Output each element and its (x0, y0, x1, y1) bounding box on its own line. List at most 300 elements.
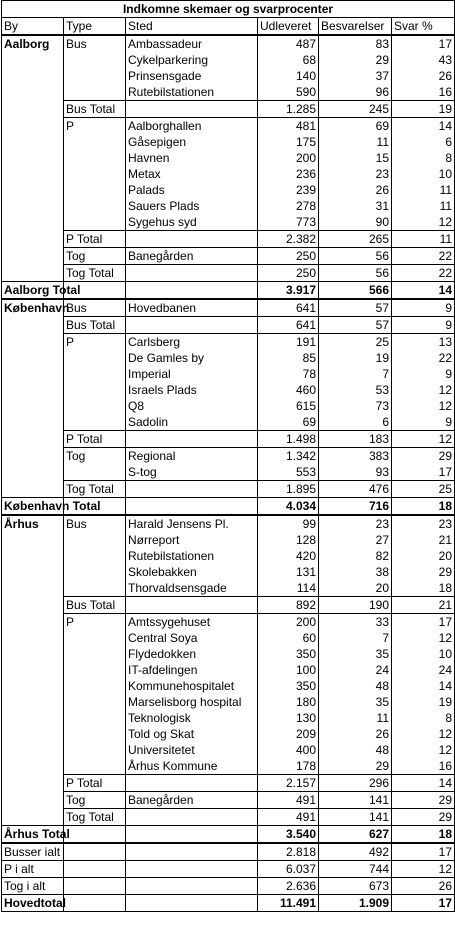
cell-udleveret: 2.636 (258, 878, 319, 895)
table-row (2, 843, 455, 861)
cell-besvarelser: 11 (319, 710, 392, 726)
cell-sted (126, 861, 258, 878)
cell-svar: 11 (392, 198, 455, 214)
cell-svar: 22 (392, 350, 455, 366)
cell-type (64, 52, 126, 68)
cell-besvarelser: 141 (319, 792, 392, 809)
table-row (2, 101, 455, 118)
cell-besvarelser: 716 (319, 498, 392, 516)
cell-svar: 43 (392, 52, 455, 68)
table-row (2, 532, 455, 548)
cell-besvarelser: 15 (319, 150, 392, 166)
cell-svar: 17 (392, 843, 455, 861)
table-row (2, 118, 455, 135)
cell-type: Bus Total (64, 317, 126, 334)
cell-by (2, 182, 64, 198)
table-row (2, 214, 455, 231)
cell-besvarelser: 245 (319, 101, 392, 118)
cell-type: Tog (64, 792, 126, 809)
cell-by (2, 265, 64, 282)
cell-udleveret: 1.285 (258, 101, 319, 118)
cell-udleveret: 615 (258, 398, 319, 414)
cell-udleveret: 1.895 (258, 481, 319, 498)
cell-sted (126, 878, 258, 895)
table-row (2, 580, 455, 597)
table-row (2, 35, 455, 52)
cell-sted: Carlsberg (126, 334, 258, 351)
table-row (2, 597, 455, 614)
cell-udleveret: 236 (258, 166, 319, 182)
cell-svar: 12 (392, 726, 455, 742)
cell-besvarelser: 83 (319, 35, 392, 52)
cell-type: Tog Total (64, 265, 126, 282)
cell-type (64, 84, 126, 101)
cell-besvarelser: 11 (319, 134, 392, 150)
cell-svar: 9 (392, 299, 455, 317)
cell-udleveret: 892 (258, 597, 319, 614)
cell-svar: 8 (392, 710, 455, 726)
cell-udleveret: 250 (258, 248, 319, 265)
cell-by (2, 597, 64, 614)
cell-svar: 6 (392, 134, 455, 150)
cell-type: Tog Total (64, 481, 126, 498)
table-row (2, 84, 455, 101)
cell-sted: Central Soya (126, 630, 258, 646)
cell-udleveret: 350 (258, 678, 319, 694)
cell-besvarelser: 35 (319, 694, 392, 710)
cell-by (2, 775, 64, 792)
cell-besvarelser: 93 (319, 464, 392, 481)
cell-sted (126, 843, 258, 861)
cell-besvarelser: 7 (319, 630, 392, 646)
table-row (2, 662, 455, 678)
table-row (2, 52, 455, 68)
cell-svar: 26 (392, 878, 455, 895)
cell-udleveret: 1.342 (258, 448, 319, 465)
cell-sted: Banegården (126, 248, 258, 265)
cell-svar: 9 (392, 317, 455, 334)
cell-besvarelser: 31 (319, 198, 392, 214)
cell-besvarelser: 48 (319, 678, 392, 694)
cell-udleveret: 481 (258, 118, 319, 135)
cell-sted: Palads (126, 182, 258, 198)
cell-type (64, 150, 126, 166)
cell-svar: 9 (392, 414, 455, 431)
table-row (2, 775, 455, 792)
cell-by: Århus (2, 515, 64, 532)
cell-udleveret: 85 (258, 350, 319, 366)
cell-besvarelser: 24 (319, 662, 392, 678)
table-row (2, 299, 455, 317)
cell-by (2, 350, 64, 366)
cell-by: København Total (2, 498, 64, 516)
header-udleveret: Udleveret (258, 18, 319, 36)
cell-svar: 12 (392, 398, 455, 414)
cell-besvarelser: 190 (319, 597, 392, 614)
cell-svar: 12 (392, 630, 455, 646)
cell-type (64, 382, 126, 398)
cell-type: Tog (64, 248, 126, 265)
cell-type (64, 878, 126, 895)
cell-svar: 19 (392, 101, 455, 118)
cell-sted (126, 809, 258, 826)
cell-by (2, 214, 64, 231)
cell-type: P (64, 118, 126, 135)
cell-sted: Århus Kommune (126, 758, 258, 775)
cell-by (2, 248, 64, 265)
table-row (2, 758, 455, 775)
cell-svar: 11 (392, 231, 455, 248)
cell-type (64, 198, 126, 214)
cell-by (2, 694, 64, 710)
spreadsheet (1, 0, 454, 912)
cell-by: Århus Total (2, 826, 64, 844)
table-row (2, 382, 455, 398)
table-row (2, 198, 455, 214)
table-row (2, 515, 455, 532)
cell-svar: 12 (392, 742, 455, 758)
cell-sted: Nørreport (126, 532, 258, 548)
cell-type (64, 350, 126, 366)
cell-sted (126, 101, 258, 118)
cell-svar: 12 (392, 431, 455, 448)
cell-svar: 16 (392, 758, 455, 775)
cell-udleveret: 3.917 (258, 282, 319, 300)
table-row (2, 448, 455, 465)
cell-udleveret: 191 (258, 334, 319, 351)
cell-udleveret: 114 (258, 580, 319, 597)
cell-by: Hovedtotal (2, 895, 64, 912)
cell-type: Bus (64, 35, 126, 52)
cell-by (2, 742, 64, 758)
cell-type (64, 742, 126, 758)
cell-besvarelser: 476 (319, 481, 392, 498)
table-row (2, 150, 455, 166)
table-row (2, 182, 455, 198)
cell-by (2, 481, 64, 498)
cell-besvarelser: 23 (319, 166, 392, 182)
cell-udleveret: 3.540 (258, 826, 319, 844)
header-type: Type (64, 18, 126, 36)
cell-by (2, 431, 64, 448)
cell-udleveret: 209 (258, 726, 319, 742)
cell-udleveret: 99 (258, 515, 319, 532)
cell-svar: 16 (392, 84, 455, 101)
cell-type (64, 895, 126, 912)
cell-udleveret: 350 (258, 646, 319, 662)
cell-svar: 19 (392, 694, 455, 710)
cell-udleveret: 69 (258, 414, 319, 431)
cell-sted: Rutebilstationen (126, 84, 258, 101)
cell-udleveret: 60 (258, 630, 319, 646)
cell-type (64, 532, 126, 548)
table-row (2, 68, 455, 84)
cell-type: P (64, 334, 126, 351)
header-row (2, 18, 455, 36)
cell-udleveret: 460 (258, 382, 319, 398)
cell-type (64, 68, 126, 84)
cell-besvarelser: 56 (319, 265, 392, 282)
cell-besvarelser: 57 (319, 317, 392, 334)
cell-svar: 18 (392, 580, 455, 597)
cell-by: Aalborg (2, 35, 64, 52)
cell-udleveret: 400 (258, 742, 319, 758)
cell-svar: 21 (392, 597, 455, 614)
cell-besvarelser: 20 (319, 580, 392, 597)
cell-by (2, 398, 64, 414)
cell-besvarelser: 69 (319, 118, 392, 135)
cell-svar: 26 (392, 68, 455, 84)
cell-sted: Hovedbanen (126, 299, 258, 317)
table-row (2, 431, 455, 448)
table-row (2, 694, 455, 710)
cell-sted: Thorvaldsensgade (126, 580, 258, 597)
cell-svar: 22 (392, 265, 455, 282)
cell-besvarelser: 673 (319, 878, 392, 895)
cell-type (64, 464, 126, 481)
cell-by (2, 231, 64, 248)
cell-type: Bus (64, 299, 126, 317)
cell-udleveret: 553 (258, 464, 319, 481)
cell-udleveret: 278 (258, 198, 319, 214)
cell-by (2, 448, 64, 465)
cell-svar: 25 (392, 481, 455, 498)
cell-sted (126, 317, 258, 334)
cell-udleveret: 100 (258, 662, 319, 678)
cell-besvarelser: 35 (319, 646, 392, 662)
table-row (2, 134, 455, 150)
cell-type: P Total (64, 431, 126, 448)
cell-by (2, 630, 64, 646)
cell-by: Aalborg Total (2, 282, 64, 300)
cell-udleveret: 178 (258, 758, 319, 775)
cell-by (2, 366, 64, 382)
cell-sted: Teknologisk (126, 710, 258, 726)
table-row (2, 630, 455, 646)
cell-svar: 12 (392, 382, 455, 398)
cell-type: Tog (64, 448, 126, 465)
cell-type (64, 182, 126, 198)
cell-besvarelser: 73 (319, 398, 392, 414)
cell-by (2, 809, 64, 826)
cell-svar: 10 (392, 166, 455, 182)
cell-svar: 24 (392, 662, 455, 678)
cell-by (2, 758, 64, 775)
cell-by (2, 726, 64, 742)
cell-by (2, 198, 64, 214)
cell-sted (126, 597, 258, 614)
cell-type (64, 726, 126, 742)
cell-type (64, 630, 126, 646)
cell-by (2, 532, 64, 548)
cell-udleveret: 641 (258, 299, 319, 317)
cell-svar: 12 (392, 861, 455, 878)
cell-type (64, 134, 126, 150)
cell-svar: 18 (392, 498, 455, 516)
cell-type (64, 678, 126, 694)
table-row (2, 564, 455, 580)
cell-sted (126, 265, 258, 282)
cell-besvarelser: 26 (319, 726, 392, 742)
table-row (2, 166, 455, 182)
cell-by (2, 101, 64, 118)
cell-by (2, 150, 64, 166)
cell-by (2, 334, 64, 351)
cell-type (64, 214, 126, 231)
cell-type (64, 861, 126, 878)
cell-udleveret: 11.491 (258, 895, 319, 912)
cell-by (2, 464, 64, 481)
table-row (2, 414, 455, 431)
cell-by (2, 52, 64, 68)
cell-sted (126, 826, 258, 844)
cell-svar: 14 (392, 775, 455, 792)
survey-table (1, 0, 455, 912)
cell-by (2, 580, 64, 597)
cell-sted: Ambassadeur (126, 35, 258, 52)
cell-besvarelser: 296 (319, 775, 392, 792)
cell-svar: 14 (392, 282, 455, 300)
cell-besvarelser: 6 (319, 414, 392, 431)
cell-sted: Banegården (126, 792, 258, 809)
cell-besvarelser: 627 (319, 826, 392, 844)
cell-svar: 8 (392, 150, 455, 166)
table-row (2, 248, 455, 265)
cell-type (64, 758, 126, 775)
cell-udleveret: 175 (258, 134, 319, 150)
cell-udleveret: 250 (258, 265, 319, 282)
cell-by (2, 792, 64, 809)
cell-besvarelser: 1.909 (319, 895, 392, 912)
table-row (2, 726, 455, 742)
cell-type (64, 710, 126, 726)
cell-type: P (64, 614, 126, 631)
cell-by (2, 134, 64, 150)
cell-type: Bus Total (64, 597, 126, 614)
table-row (2, 464, 455, 481)
cell-besvarelser: 23 (319, 515, 392, 532)
cell-by (2, 564, 64, 580)
cell-type (64, 843, 126, 861)
cell-by (2, 614, 64, 631)
cell-svar: 17 (392, 464, 455, 481)
table-row (2, 350, 455, 366)
cell-besvarelser: 57 (319, 299, 392, 317)
cell-udleveret: 78 (258, 366, 319, 382)
cell-sted: Skolebakken (126, 564, 258, 580)
cell-by (2, 317, 64, 334)
table-row (2, 742, 455, 758)
cell-by (2, 678, 64, 694)
cell-udleveret: 68 (258, 52, 319, 68)
cell-type (64, 548, 126, 564)
table-row (2, 481, 455, 498)
table-row (2, 366, 455, 382)
cell-udleveret: 130 (258, 710, 319, 726)
cell-type (64, 580, 126, 597)
cell-udleveret: 420 (258, 548, 319, 564)
cell-udleveret: 590 (258, 84, 319, 101)
cell-sted: Flydedokken (126, 646, 258, 662)
cell-by (2, 646, 64, 662)
header-sted: Sted (126, 18, 258, 36)
table-row (2, 548, 455, 564)
cell-sted: Prinsensgade (126, 68, 258, 84)
header-svar: Svar % (392, 18, 455, 36)
cell-sted (126, 498, 258, 516)
header-besvarelser: Besvarelser (319, 18, 392, 36)
table-row (2, 282, 455, 300)
cell-sted: Havnen (126, 150, 258, 166)
header-by: By (2, 18, 64, 36)
cell-sted (126, 231, 258, 248)
table-title: Indkomne skemaer og svarprocenter (2, 1, 455, 18)
cell-besvarelser: 26 (319, 182, 392, 198)
cell-type (64, 694, 126, 710)
cell-udleveret: 239 (258, 182, 319, 198)
table-row (2, 878, 455, 895)
cell-besvarelser: 56 (319, 248, 392, 265)
cell-by: Busser ialt (2, 843, 64, 861)
cell-svar: 17 (392, 614, 455, 631)
cell-svar: 29 (392, 809, 455, 826)
cell-type (64, 646, 126, 662)
cell-sted: Sygehus syd (126, 214, 258, 231)
cell-besvarelser: 25 (319, 334, 392, 351)
cell-svar: 17 (392, 895, 455, 912)
cell-sted: Sauers Plads (126, 198, 258, 214)
cell-svar: 11 (392, 182, 455, 198)
cell-sted: De Gamles by (126, 350, 258, 366)
cell-by (2, 84, 64, 101)
cell-sted (126, 481, 258, 498)
cell-svar: 9 (392, 366, 455, 382)
table-row (2, 792, 455, 809)
cell-type (64, 398, 126, 414)
table-row (2, 710, 455, 726)
cell-sted: Imperial (126, 366, 258, 382)
cell-besvarelser: 29 (319, 758, 392, 775)
cell-besvarelser: 19 (319, 350, 392, 366)
cell-type (64, 564, 126, 580)
cell-besvarelser: 744 (319, 861, 392, 878)
cell-svar: 29 (392, 448, 455, 465)
cell-besvarelser: 265 (319, 231, 392, 248)
cell-sted: Cykelparkering (126, 52, 258, 68)
cell-sted: Amtssygehuset (126, 614, 258, 631)
cell-sted: Gåsepigen (126, 134, 258, 150)
cell-sted: Universitetet (126, 742, 258, 758)
cell-svar: 20 (392, 548, 455, 564)
table-row (2, 317, 455, 334)
table-row (2, 861, 455, 878)
cell-udleveret: 131 (258, 564, 319, 580)
cell-sted (126, 431, 258, 448)
cell-udleveret: 200 (258, 150, 319, 166)
cell-besvarelser: 53 (319, 382, 392, 398)
cell-type: Tog Total (64, 809, 126, 826)
cell-by (2, 414, 64, 431)
cell-svar: 12 (392, 214, 455, 231)
cell-sted: IT-afdelingen (126, 662, 258, 678)
cell-besvarelser: 82 (319, 548, 392, 564)
cell-type (64, 166, 126, 182)
cell-by: P i alt (2, 861, 64, 878)
cell-udleveret: 491 (258, 792, 319, 809)
cell-svar: 23 (392, 515, 455, 532)
table-row (2, 334, 455, 351)
cell-udleveret: 487 (258, 35, 319, 52)
